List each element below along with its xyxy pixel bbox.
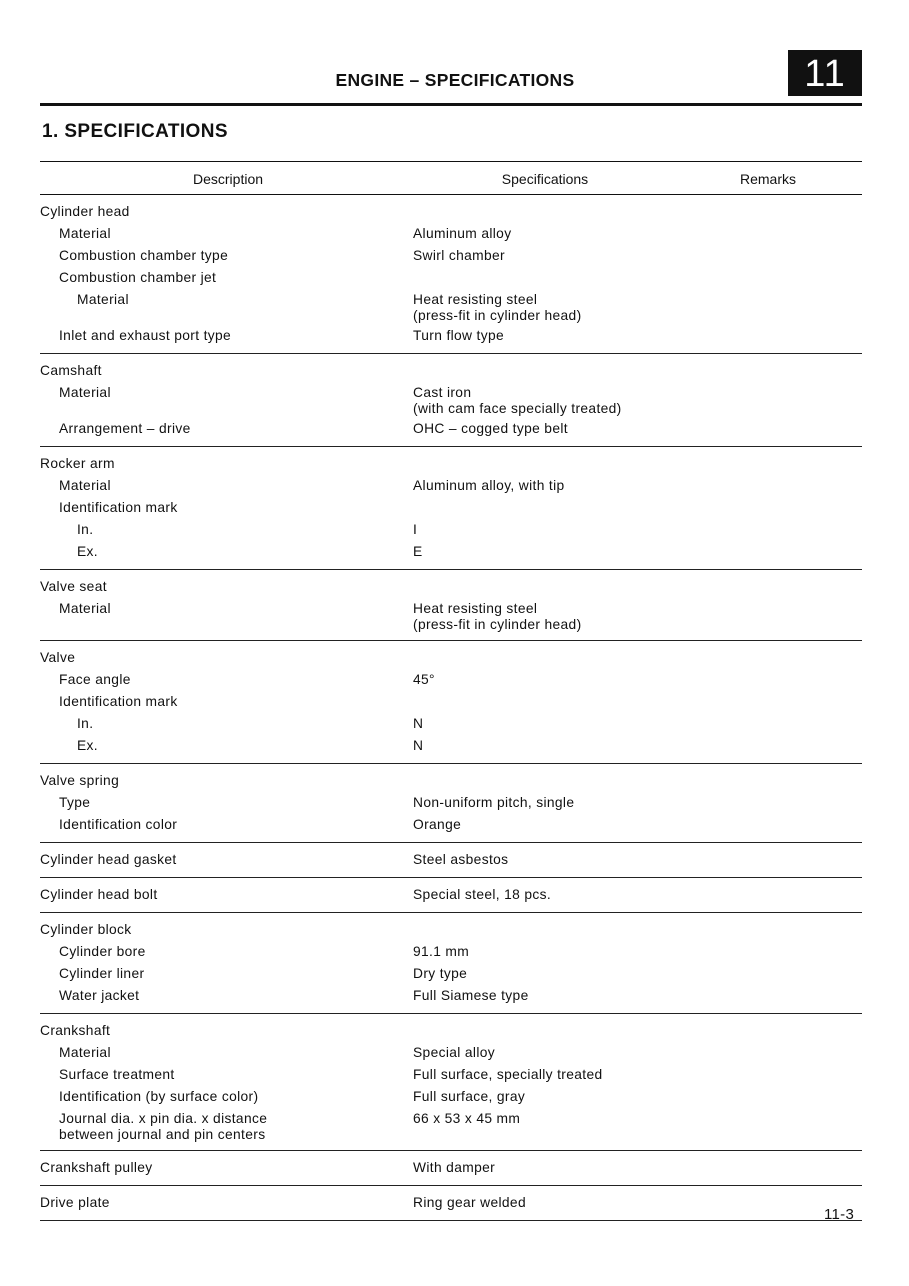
column-header-remarks: Remarks xyxy=(739,171,796,187)
group-title-row xyxy=(40,885,862,907)
description-line: Cylinder bore xyxy=(59,944,146,959)
group-title-row xyxy=(40,202,862,224)
description-line: Inlet and exhaust port type xyxy=(59,328,232,343)
item-description xyxy=(40,292,412,308)
spec-group xyxy=(40,878,862,913)
spec-group xyxy=(40,1186,862,1221)
group-title-row xyxy=(40,361,862,383)
table-row xyxy=(40,1043,862,1065)
item-description xyxy=(40,738,412,754)
table-row xyxy=(40,793,862,815)
page-header-title: ENGINE – SPECIFICATIONS xyxy=(335,70,575,90)
description-line: Journal dia. x pin dia. x distance xyxy=(59,1111,268,1126)
spec-line: Aluminum alloy xyxy=(413,226,512,241)
table-row xyxy=(40,1065,862,1087)
table-row xyxy=(40,714,862,736)
group-title-row xyxy=(40,577,862,599)
item-description xyxy=(40,1067,412,1083)
group-title: Rocker arm xyxy=(40,456,115,471)
spec-value xyxy=(412,738,674,754)
spec-value xyxy=(412,716,674,732)
item-description xyxy=(40,478,412,494)
spec-line: Full surface, gray xyxy=(413,1089,526,1104)
spec-line: Non-uniform pitch, single xyxy=(413,795,575,810)
table-row xyxy=(40,986,862,1008)
spec-line: N xyxy=(413,716,424,731)
description-line: Material xyxy=(59,385,111,400)
table-row xyxy=(40,736,862,758)
spec-value xyxy=(412,1089,674,1105)
table-row xyxy=(40,383,862,419)
spec-group xyxy=(40,1151,862,1186)
spec-value xyxy=(412,421,674,437)
description-line: Material xyxy=(77,292,129,307)
spec-group xyxy=(40,354,862,447)
description-line: Identification mark xyxy=(59,500,178,515)
spec-line: (with cam face specially treated) xyxy=(413,401,622,416)
group-title-row xyxy=(40,648,862,670)
table-row xyxy=(40,268,862,290)
spec-table xyxy=(40,161,862,1221)
spec-line: Full surface, specially treated xyxy=(413,1067,603,1082)
item-description xyxy=(40,226,412,242)
table-row xyxy=(40,815,862,837)
spec-line: I xyxy=(413,522,418,537)
group-title: Valve seat xyxy=(40,579,107,594)
group-title: Cylinder block xyxy=(40,922,132,937)
spec-line: Orange xyxy=(413,817,462,832)
spec-group xyxy=(40,195,862,354)
description-line: Material xyxy=(59,1045,111,1060)
spec-value xyxy=(412,1045,674,1061)
description-line: Identification mark xyxy=(59,694,178,709)
section-title: 1. SPECIFICATIONS xyxy=(42,121,228,142)
spec-line: Special alloy xyxy=(413,1045,496,1060)
spec-group xyxy=(40,1014,862,1151)
spec-value xyxy=(412,544,674,560)
spec-group xyxy=(40,764,862,843)
spec-value xyxy=(412,672,674,688)
spec-value: With damper xyxy=(413,1160,496,1175)
item-description xyxy=(40,270,412,286)
item-description xyxy=(40,601,412,617)
spec-value xyxy=(412,988,674,1004)
description-line: In. xyxy=(77,522,94,537)
group-title: Cylinder head gasket xyxy=(40,852,177,867)
item-description xyxy=(40,385,412,401)
spec-value: Special steel, 18 pcs. xyxy=(413,887,552,902)
item-description xyxy=(40,500,412,516)
spec-group xyxy=(40,447,862,570)
table-row xyxy=(40,1109,862,1145)
spec-value xyxy=(412,328,674,344)
spec-line: Dry type xyxy=(413,966,468,981)
table-row xyxy=(40,419,862,441)
table-row xyxy=(40,498,862,520)
item-description xyxy=(40,694,412,710)
description-line: Water jacket xyxy=(59,988,140,1003)
description-line: Ex. xyxy=(77,738,98,753)
table-row xyxy=(40,326,862,348)
description-line: Combustion chamber type xyxy=(59,248,229,263)
spec-line: (press-fit in cylinder head) xyxy=(413,308,582,323)
spec-line: Aluminum alloy, with tip xyxy=(413,478,565,493)
table-row xyxy=(40,1087,862,1109)
description-line: Cylinder liner xyxy=(59,966,145,981)
item-description xyxy=(40,248,412,264)
item-description xyxy=(40,328,412,344)
table-header xyxy=(40,162,862,195)
table-row xyxy=(40,520,862,542)
spec-line: (press-fit in cylinder head) xyxy=(413,617,582,632)
spec-line: 66 x 53 x 45 mm xyxy=(413,1111,521,1126)
chapter-tab: 11 xyxy=(788,50,862,96)
description-line: In. xyxy=(77,716,94,731)
spec-value xyxy=(412,1067,674,1083)
table-row xyxy=(40,246,862,268)
item-description xyxy=(40,1111,412,1143)
description-line: Ex. xyxy=(77,544,98,559)
spec-line: Full Siamese type xyxy=(413,988,529,1003)
item-description xyxy=(40,544,412,560)
description-line: Identification color xyxy=(59,817,178,832)
column-header-specifications: Specifications xyxy=(501,171,589,187)
table-row xyxy=(40,542,862,564)
group-title-row xyxy=(40,1021,862,1043)
group-title: Cylinder head bolt xyxy=(40,887,158,902)
group-title-row xyxy=(40,771,862,793)
description-line: Combustion chamber jet xyxy=(59,270,217,285)
group-title-row xyxy=(40,850,862,872)
spec-group xyxy=(40,843,862,878)
spec-value xyxy=(412,226,674,242)
description-line: Material xyxy=(59,478,111,493)
item-description xyxy=(40,988,412,1004)
spec-line: 45° xyxy=(413,672,435,687)
description-line: Surface treatment xyxy=(59,1067,175,1082)
spec-value xyxy=(412,966,674,982)
spec-line: Turn flow type xyxy=(413,328,505,343)
item-description xyxy=(40,672,412,688)
group-title-row xyxy=(40,1158,862,1180)
description-line: Face angle xyxy=(59,672,131,687)
spec-value xyxy=(412,522,674,538)
spec-value xyxy=(412,817,674,833)
spec-line: N xyxy=(413,738,424,753)
item-description xyxy=(40,795,412,811)
group-title: Valve spring xyxy=(40,773,120,788)
page-number: 11-3 xyxy=(824,1206,855,1223)
spec-value xyxy=(412,601,674,633)
spec-line: OHC – cogged type belt xyxy=(413,421,568,436)
description-line: Material xyxy=(59,226,111,241)
table-row xyxy=(40,670,862,692)
item-description xyxy=(40,716,412,732)
group-title-row xyxy=(40,1193,862,1215)
item-description xyxy=(40,1089,412,1105)
description-line: Arrangement – drive xyxy=(59,421,191,436)
group-title-row xyxy=(40,454,862,476)
group-title: Cylinder head xyxy=(40,204,130,219)
spec-value xyxy=(412,1111,674,1127)
table-row xyxy=(40,964,862,986)
spec-line: Swirl chamber xyxy=(413,248,505,263)
description-line: Identification (by surface color) xyxy=(59,1089,259,1104)
spec-value xyxy=(412,944,674,960)
table-row xyxy=(40,599,862,635)
group-title: Camshaft xyxy=(40,363,102,378)
spec-line: E xyxy=(413,544,423,559)
spec-line: 91.1 mm xyxy=(413,944,470,959)
spec-value xyxy=(412,478,674,494)
group-title: Crankshaft pulley xyxy=(40,1160,153,1175)
spec-value: Ring gear welded xyxy=(413,1195,526,1210)
table-body xyxy=(40,195,862,1221)
item-description xyxy=(40,944,412,960)
table-row xyxy=(40,290,862,326)
spec-group xyxy=(40,913,862,1014)
group-title-row xyxy=(40,920,862,942)
table-row xyxy=(40,692,862,714)
table-row xyxy=(40,476,862,498)
table-row xyxy=(40,224,862,246)
item-description xyxy=(40,817,412,833)
column-header-description: Description xyxy=(192,171,264,187)
description-line: Material xyxy=(59,601,111,616)
spec-value xyxy=(412,795,674,811)
spec-group xyxy=(40,570,862,641)
spec-group xyxy=(40,641,862,764)
spec-value xyxy=(412,248,674,264)
item-description xyxy=(40,522,412,538)
group-title: Drive plate xyxy=(40,1195,110,1210)
spec-value xyxy=(412,292,674,324)
description-line: Type xyxy=(59,795,91,810)
spec-line: Heat resisting steel xyxy=(413,292,538,307)
item-description xyxy=(40,966,412,982)
header-rule xyxy=(40,103,862,106)
group-title: Valve xyxy=(40,650,76,665)
spec-value xyxy=(412,385,674,417)
spec-value: Steel asbestos xyxy=(413,852,509,867)
spec-line: Heat resisting steel xyxy=(413,601,538,616)
spec-line: Cast iron xyxy=(413,385,472,400)
group-title: Crankshaft xyxy=(40,1023,111,1038)
item-description xyxy=(40,421,412,437)
table-row xyxy=(40,942,862,964)
item-description xyxy=(40,1045,412,1061)
description-line: between journal and pin centers xyxy=(59,1127,266,1142)
